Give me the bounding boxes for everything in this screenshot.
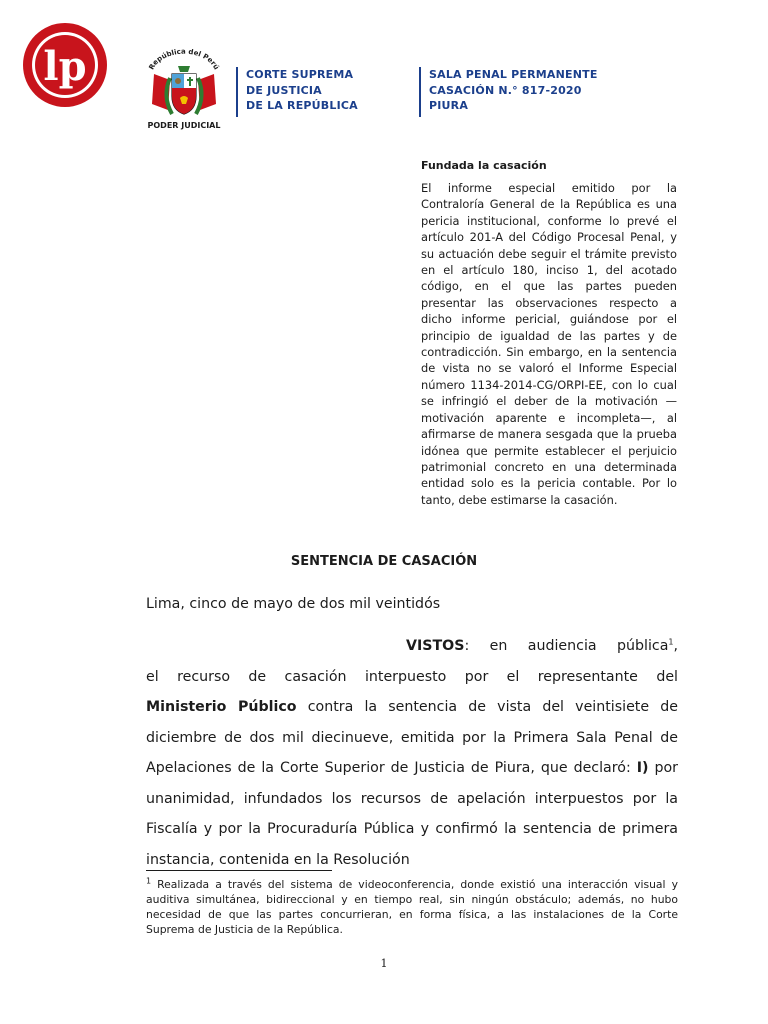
vistos-comma: ,	[673, 638, 678, 654]
case-line: CASACIÓN N.° 817-2020	[429, 83, 582, 97]
peru-coat-of-arms-icon	[140, 44, 228, 134]
body-line: el recurso de casación interpuesto por el representante del	[146, 668, 678, 685]
page-number: 1	[380, 957, 388, 970]
vistos-line	[146, 631, 678, 662]
lp-logo-icon	[22, 22, 108, 108]
ministerio-label: Ministerio Público	[146, 699, 297, 715]
case-info-block	[419, 67, 598, 117]
court-line: DE LA REPÚBLICA	[246, 99, 358, 112]
item-label: I)	[636, 760, 649, 776]
court-line: DE JUSTICIA	[246, 83, 322, 97]
sumilla	[421, 159, 677, 508]
sumilla-body: El informe especial emitido por la Contraloría General de la República es una pericia institucional, conforme lo prevé el artículo 201-A del Código Procesal Penal, y su actuación debe seguir el trámite previsto en el artículo 180, inciso 1, del acotado código, en el que las partes pueden presentar las observaciones respecto a dicho informe pericial, guiándose por el principio de igualdad de las partes y de contradicción. Sin embargo, en la sentencia de vista no se valoró el Informe Especial número 1134-2014-CG/ORPI-EE, con lo cual se infringió el deber de la motivación —motivación aparente e incompleta—, al afirmarse de manera sesgada que la prueba idónea que permite establecer el perjuicio patrimonial concreto en una determinada entidad solo es la pericia contable. Por lo tanto, debe estimarse la casación.	[421, 181, 677, 507]
crest-top-text: República del Perú	[147, 47, 221, 72]
sumilla-title: Fundada la casación	[421, 159, 547, 172]
footnote-reference[interactable]: 1	[668, 637, 674, 647]
footnote-divider	[146, 870, 332, 871]
court-name-block	[236, 67, 358, 117]
document-heading: SENTENCIA DE CASACIÓN	[290, 554, 478, 569]
body-text-2: contra la sentencia de vista del veintisiete de diciembre de dos mil diecinueve, emitida por la Primera Sala Penal de Apelaciones de la Corte Superior de Justicia de Piura, que declaró:	[146, 699, 678, 776]
vistos-label: VISTOS	[406, 638, 465, 654]
case-line: PIURA	[429, 99, 469, 112]
vistos-text: : en audiencia pública	[464, 638, 669, 654]
footnote	[146, 877, 678, 937]
body-text-3: por unanimidad, infundados los recursos de apelación interpuestos por la Fiscalía y por la Procuraduría Pública y confirmó la sentencia de primera instancia, contenida en la Resolución	[146, 760, 678, 868]
footnote-text: Realizada a través del sistema de videoconferencia, donde existió una interacción visual y auditiva simultánea, bidireccional y en tiempo real, sin ningún obstáculo; además, no hubo necesidad de que las partes concurrieran, en forma física, a las instalaciones de la Corte Suprema de Justicia de la República.	[146, 878, 678, 936]
crest-bottom-text: PODER JUDICIAL	[147, 121, 221, 130]
body-rest	[146, 692, 678, 875]
body-paragraph	[146, 631, 678, 875]
lp-logo-text: lp	[43, 43, 87, 90]
footnote-mark: 1	[146, 876, 152, 886]
case-line: SALA PENAL PERMANENTE	[429, 68, 598, 81]
court-line: CORTE SUPREMA	[246, 68, 354, 81]
date-line: Lima, cinco de mayo de dos mil veintidós	[146, 596, 441, 612]
